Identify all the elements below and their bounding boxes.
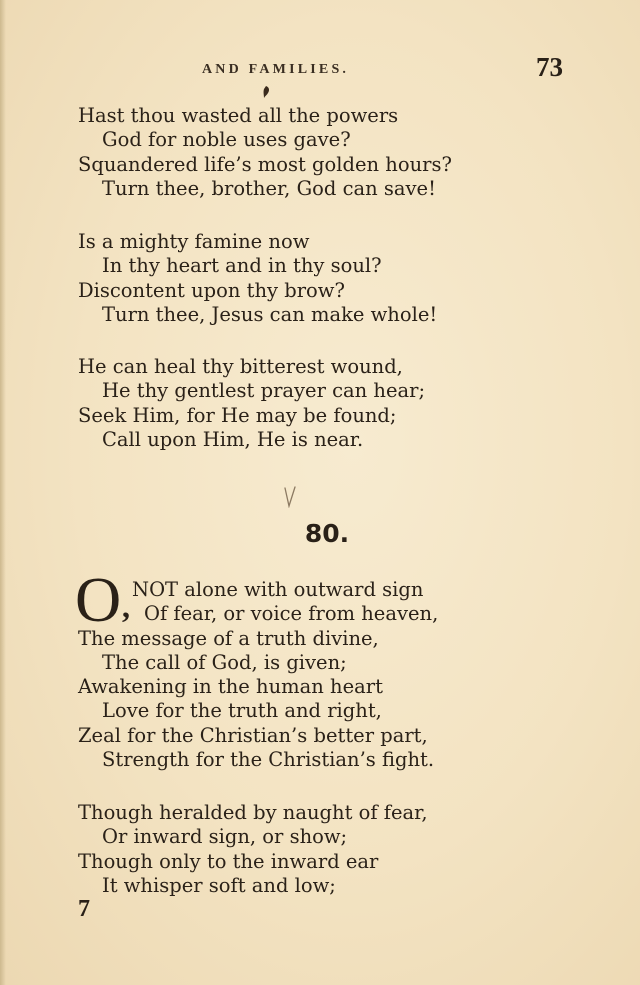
- hymn-stanza-2: [78, 801, 428, 898]
- verse-line: The message of a truth divine,: [78, 626, 379, 650]
- verse-line: The call of God, is given;: [102, 650, 347, 674]
- verse-line: He thy gentlest prayer can hear;: [102, 379, 426, 403]
- drop-cap-comma: ,: [122, 588, 130, 624]
- verse-line: Seek Him, for He may be found;: [78, 403, 397, 427]
- page-header: [0, 52, 640, 82]
- ink-blot-mark: [262, 86, 271, 98]
- page-number: 73: [536, 52, 563, 82]
- verse-line: Though heralded by naught of fear,: [78, 801, 428, 824]
- prev-hymn-stanza-2: [78, 230, 437, 327]
- verse-line: In thy heart and in thy soul?: [102, 254, 382, 278]
- verse-line: Discontent upon thy brow?: [78, 278, 345, 302]
- signature-mark: 7: [78, 896, 90, 922]
- verse-line: Or inward sign, or show;: [102, 825, 348, 849]
- verse-line: It whisper soft and low;: [102, 873, 336, 897]
- verse-line: Hast thou wasted all the powers: [78, 104, 399, 127]
- verse-line: He can heal thy bitterest wound,: [78, 355, 403, 378]
- prev-hymn-stanza-3: [78, 355, 425, 452]
- verse-line: Turn thee, Jesus can make whole!: [102, 302, 438, 326]
- verse-line: Love for the truth and right,: [102, 699, 382, 723]
- verse-line: Though only to the inward ear: [78, 849, 379, 873]
- hymn-number: 80.: [304, 519, 350, 548]
- verse-line: Strength for the Christian’s fight.: [102, 748, 435, 772]
- running-head: AND FAMILIES.: [202, 62, 350, 77]
- page-binding-edge: [0, 0, 6, 985]
- verse-line: God for noble uses gave?: [102, 128, 351, 152]
- verse-line: Awakening in the human heart: [78, 675, 383, 699]
- pencil-check-mark: [283, 486, 297, 508]
- verse-line: Is a mighty famine now: [78, 230, 310, 253]
- verse-line: Squandered life’s most golden hours?: [78, 152, 452, 176]
- verse-line: NOT alone with outward sign: [132, 578, 424, 601]
- verse-line: Zeal for the Christian’s better part,: [78, 723, 428, 747]
- prev-hymn-stanza-1: [78, 104, 452, 201]
- drop-cap: O: [75, 564, 122, 635]
- verse-line: Of fear, or voice from heaven,: [144, 602, 439, 626]
- verse-line: Turn thee, brother, God can save!: [102, 176, 436, 200]
- verse-line: Call upon Him, He is near.: [102, 427, 364, 451]
- hymn-stanza-1: [78, 578, 438, 772]
